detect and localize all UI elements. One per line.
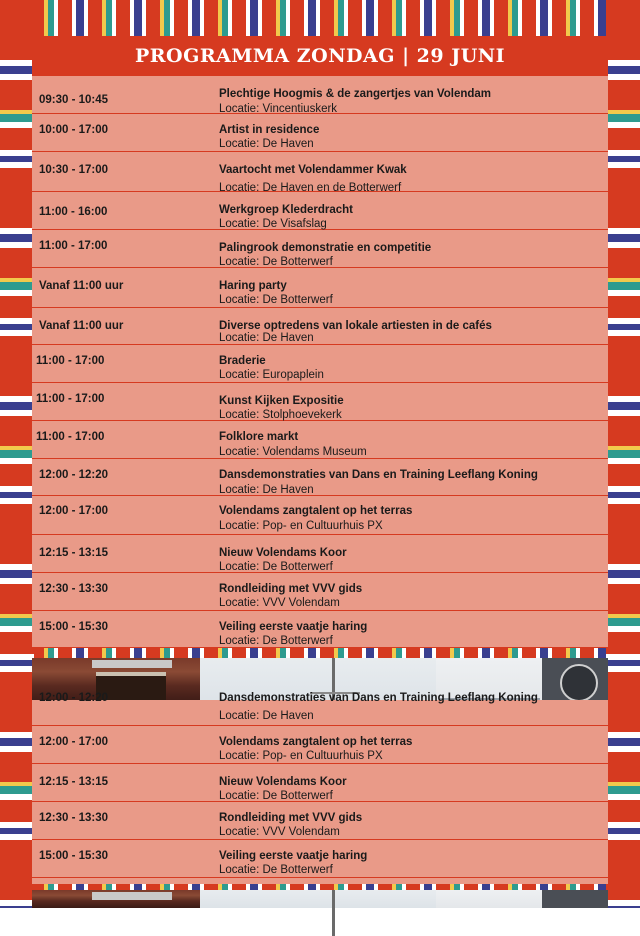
event-row xyxy=(32,573,608,611)
event-time: 10:00 - 17:00 xyxy=(39,124,109,136)
event-title: Artist in residence xyxy=(219,124,320,136)
event-title: Dansdemonstraties van Dans en Training Leeflang Koning xyxy=(219,469,538,481)
event-location: Locatie: De Botterwerf xyxy=(219,790,333,802)
event-location: Locatie: Europaplein xyxy=(219,369,324,381)
photo-logo-sign xyxy=(542,658,608,704)
event-time: 12:15 - 13:15 xyxy=(39,776,109,788)
event-row xyxy=(32,383,608,421)
event-time: 11:00 - 17:00 xyxy=(39,240,108,252)
event-time: 15:00 - 15:30 xyxy=(39,621,109,633)
event-time: 12:00 - 17:00 xyxy=(39,505,109,517)
event-title: Folklore markt xyxy=(219,431,299,443)
event-title: Nieuw Volendams Koor xyxy=(219,776,347,788)
event-row xyxy=(32,230,608,268)
event-row xyxy=(32,152,608,192)
event-location: Locatie: Stolphoevekerk xyxy=(219,409,342,421)
event-row xyxy=(32,345,608,383)
event-row xyxy=(32,76,608,114)
photo-building xyxy=(32,890,200,908)
event-row xyxy=(32,421,608,459)
event-row xyxy=(32,496,608,535)
event-title: Rondleiding met VVV gids xyxy=(219,812,363,824)
event-title: Braderie xyxy=(219,355,266,367)
event-time: 12:00 - 17:00 xyxy=(39,736,109,748)
event-row xyxy=(32,802,608,840)
event-location: Locatie: VVV Volendam xyxy=(219,826,340,838)
striped-border-right xyxy=(606,0,640,908)
event-title: Plechtige Hoogmis & de zangertjes van Volendam xyxy=(219,88,492,100)
event-time: 12:00 - 12:20 xyxy=(39,469,109,481)
photo-strip-bottom xyxy=(32,890,608,908)
event-row xyxy=(32,192,608,230)
event-time: 12:15 - 13:15 xyxy=(39,547,109,559)
event-title: Volendams zangtalent op het terras xyxy=(219,736,413,748)
event-time: 15:00 - 15:30 xyxy=(39,850,109,862)
event-time: 11:00 - 17:00 xyxy=(36,355,105,367)
event-title: Nieuw Volendams Koor xyxy=(219,547,347,559)
event-row xyxy=(32,840,608,878)
program-panel xyxy=(32,36,608,648)
event-time: 11:00 - 17:00 xyxy=(36,393,105,405)
page-title: PROGRAMMA ZONDAG | 29 JUNI xyxy=(32,36,608,76)
event-row xyxy=(32,611,608,648)
event-title: Veiling eerste vaatje haring xyxy=(219,850,368,862)
event-row xyxy=(32,459,608,496)
event-location: Locatie: De Haven en de Botterwerf xyxy=(219,182,402,194)
event-title: Dansdemonstraties van Dans en Training Leeflang Koning xyxy=(219,692,538,704)
event-location: Locatie: De Haven xyxy=(219,332,314,344)
event-location: Locatie: De Haven xyxy=(219,710,314,722)
event-title: Veiling eerste vaatje haring xyxy=(219,621,368,633)
event-location: Locatie: De Botterwerf xyxy=(219,635,333,647)
event-location: Locatie: De Haven xyxy=(219,138,314,150)
event-row xyxy=(32,114,608,152)
event-time: 12:00 - 12:20 xyxy=(39,692,109,704)
event-row xyxy=(32,692,608,726)
event-list xyxy=(32,76,608,648)
event-location: Locatie: Volendams Museum xyxy=(219,446,367,458)
photo-boat-mast xyxy=(200,890,436,908)
event-title: Volendams zangtalent op het terras xyxy=(219,505,413,517)
event-title: Rondleiding met VVV gids xyxy=(219,583,363,595)
event-time: 11:00 - 17:00 xyxy=(36,431,105,443)
event-location: Locatie: De Haven xyxy=(219,484,314,496)
event-location: Locatie: VVV Volendam xyxy=(219,597,340,609)
photo-logo-sign xyxy=(542,890,608,908)
event-title: Kunst Kijken Expositie xyxy=(219,395,344,407)
event-time: 11:00 - 16:00 xyxy=(39,206,108,218)
event-row xyxy=(32,726,608,764)
event-row xyxy=(32,268,608,308)
event-location: Locatie: De Botterwerf xyxy=(219,294,333,306)
event-time: 10:30 - 17:00 xyxy=(39,164,109,176)
striped-border-left xyxy=(0,0,34,908)
event-title: Diverse optredens van lokale artiesten in de cafés xyxy=(219,320,492,332)
event-list-repeat xyxy=(32,692,608,878)
event-time: Vanaf 11:00 uur xyxy=(39,280,124,292)
event-row xyxy=(32,308,608,345)
event-title: Haring party xyxy=(219,280,287,292)
event-time: Vanaf 11:00 uur xyxy=(39,320,124,332)
event-location: Locatie: Pop- en Cultuurhuis PX xyxy=(219,520,383,532)
event-row xyxy=(32,535,608,573)
event-location: Locatie: Pop- en Cultuurhuis PX xyxy=(219,750,383,762)
event-row xyxy=(32,764,608,802)
event-time: 09:30 - 10:45 xyxy=(39,94,109,106)
event-location: Locatie: De Botterwerf xyxy=(219,561,333,573)
event-location: Locatie: De Botterwerf xyxy=(219,256,333,268)
event-time: 12:30 - 13:30 xyxy=(39,583,109,595)
event-title: Palingrook demonstratie en competitie xyxy=(219,242,432,254)
event-location: Locatie: De Botterwerf xyxy=(219,864,333,876)
program-panel-repeat xyxy=(32,692,608,884)
event-location: Locatie: Vincentiuskerk xyxy=(219,103,338,115)
photo-rooftop xyxy=(436,890,542,908)
event-time: 12:30 - 13:30 xyxy=(39,812,109,824)
event-title: Vaartocht met Volendammer Kwak xyxy=(219,164,407,176)
event-location: Locatie: De Visafslag xyxy=(219,218,327,230)
event-title: Werkgroep Klederdracht xyxy=(219,204,353,216)
